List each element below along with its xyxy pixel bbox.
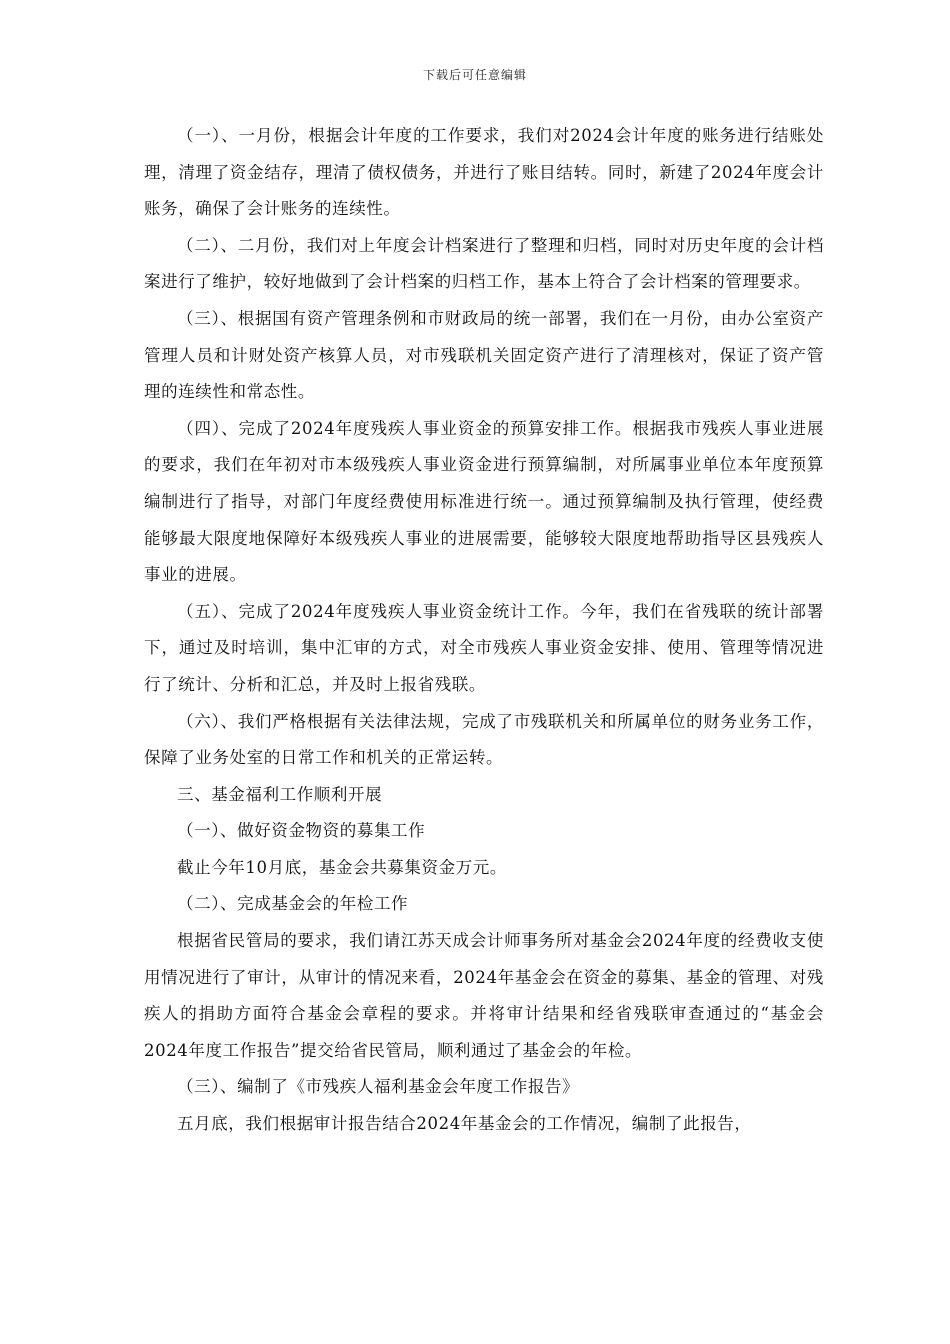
- document-body: [144, 118, 824, 1143]
- subheading-1: （一）、做好资金物资的募集工作: [177, 821, 426, 841]
- paragraph-4: （四）、完成了2024年度残疾人事业资金的预算安排工作。根据我市残疾人事业进展的要求，我们在年初对市本级残疾人事业资金进行预算编制，对所属事业单位本年度预算编制进行了指导，对部门年度经费使用标准进行统一。通过预算编制及执行管理，使经费能够最大限度地保障好本级残疾人事业的进展需要，能够较大限度地帮助指导区县残疾人事业的进展。: [144, 418, 824, 585]
- paragraph-7: 截止今年10月底，基金会共募集资金万元。: [177, 857, 507, 877]
- page-header: 下载后可任意编辑: [422, 68, 527, 82]
- subheading-3: （三）、编制了《市残疾人福利基金会年度工作报告》: [177, 1077, 580, 1097]
- paragraph-8: 根据省民管局的要求，我们请江苏天成会计师事务所对基金会2024年度的经费收支使用情况进行了审计，从审计的情况来看，2024年基金会在资金的募集、基金的管理、对残疾人的捐助方面符合基金会章程的要求。并将审计结果和经省残联审查通过的“基金会2024年度工作报告”提交给省民管局，顺利通过了基金会的年检。: [144, 931, 824, 1060]
- paragraph-9: 五月底，我们根据审计报告结合2024年基金会的工作情况，编制了此报告，: [177, 1114, 752, 1134]
- section-heading: 三、基金福利工作顺利开展: [177, 784, 383, 804]
- paragraph-5: （五）、完成了2024年度残疾人事业资金统计工作。今年，我们在省残联的统计部署下，通过及时培训，集中汇审的方式，对全市残疾人事业资金安排、使用、管理等情况进行了统计、分析和汇总，并及时上报省残联。: [144, 601, 824, 694]
- subheading-2: （二）、完成基金会的年检工作: [177, 894, 409, 914]
- paragraph-1: （一）、一月份，根据会计年度的工作要求，我们对2024会计年度的账务进行结账处理，清理了资金结存，理清了债权债务，并进行了账目结转。同时，新建了2024年度会计账务，确保了会计账务的连续性。: [144, 126, 824, 219]
- paragraph-6: （六）、我们严格根据有关法律法规，完成了市残联机关和所属单位的财务业务工作，保障了业务处室的日常工作和机关的正常运转。: [144, 711, 824, 768]
- paragraph-3: （三）、根据国有资产管理条例和市财政局的统一部署，我们在一月份，由办公室资产管理人员和计财处资产核算人员，对市残联机关固定资产进行了清理核对，保证了资产管理的连续性和常态性。: [144, 308, 824, 402]
- paragraph-2: （二）、二月份，我们对上年度会计档案进行了整理和归档，同时对历史年度的会计档案进行了维护，较好地做到了会计档案的归档工作，基本上符合了会计档案的管理要求。: [144, 235, 824, 292]
